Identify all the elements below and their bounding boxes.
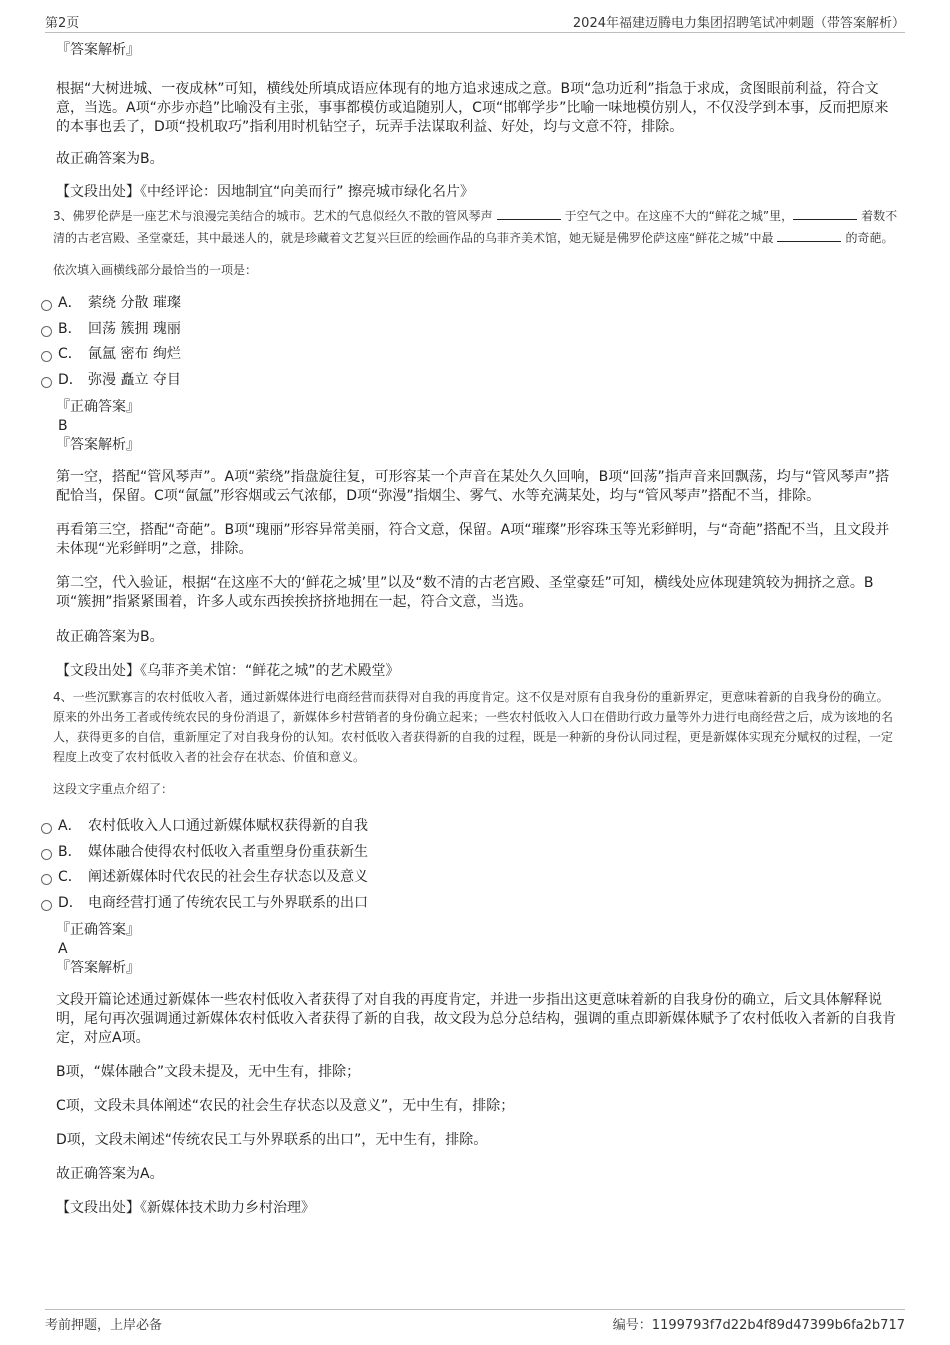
option-text: 媒体融合使得农村低收入者重塑身份重获新生 [88,843,368,860]
fill-blank-3 [777,228,841,242]
stem-text-4: 的奇葩。 [845,231,894,245]
analysis-paragraph: D项，文段未阐述“传统农民工与外界联系的出口”，无中生有，排除。 [56,1132,488,1148]
option-text: 回荡 簇拥 瑰丽 [88,320,181,337]
option-letter: A． [58,295,82,311]
source-citation: 【文段出处】《中经评论：因地制宜“向美而行” 擦亮城市绿化名片》 [56,184,474,200]
analysis-paragraph: 文段开篇论述通过新媒体一些农村低收入者获得了对自我的再度肯定，并进一步指出这更意味着新的自我身份的确立，后文具体解释说明，尾句再次强调通过新媒体农村低收入者获得了新的自我，故文段为总分总结构，强调的重点即新媒体赋予了农村低收入者新的自我肯定，对应A项。 [56,992,896,1046]
option-letter: C． [58,346,82,362]
option-letter: B． [58,320,82,337]
option-a[interactable] [0,814,900,840]
option-c[interactable] [0,342,900,368]
prev-question-analysis [56,40,900,202]
radio-icon[interactable] [41,849,52,860]
analysis-paragraph: 第一空，搭配“管风琴声”。A项“萦绕”指盘旋往复，可形容某一个声音在某处久久回响，B项“回荡”指声音来回飘荡，均与“管风琴声”搭配恰当，保留。C项“氤氲”形容烟或云气浓郁，D项“弥漫”指烟尘、雾气、水等充满某处，均与“管风琴声”搭配不当，排除。 [56,469,890,504]
correct-answer-label: 『正确答案』 [56,399,140,415]
page-number: 第2页 [45,16,80,31]
option-c[interactable] [0,865,900,891]
option-text: 农村低收入人口通过新媒体赋权获得新的自我 [88,818,368,834]
question-3 [53,205,900,681]
analysis-paragraph: C项，文段未具体阐述“农民的社会生存状态以及意义”，无中生有，排除； [56,1098,515,1114]
fill-blank-1 [497,206,561,220]
source-citation: 【文段出处】《乌菲齐美术馆：“鲜花之城”的艺术殿堂》 [56,663,400,679]
conclusion: 故正确答案为A。 [56,1166,164,1182]
document-content [53,40,900,1218]
option-text: 弥漫 矗立 夺目 [88,371,181,388]
option-a[interactable] [0,291,900,317]
serial-number: 1199793f7d22b4f89d47399b6fa2b717 [651,1318,905,1333]
radio-icon[interactable] [41,300,52,311]
analysis-paragraph: B项，“媒体融合”文段未提及，无中生有，排除； [56,1064,361,1080]
question-prompt: 这段文字重点介绍了： [53,782,174,796]
option-letter: B． [58,843,82,860]
correct-answer: A [58,941,68,957]
fill-blank-2 [793,206,857,220]
option-text: 电商经营打通了传统农民工与外界联系的出口 [88,894,368,911]
radio-icon[interactable] [41,351,52,362]
document-serial [613,1314,905,1333]
analysis-paragraph: 第二空，代入验证，根据“在这座不大的‘鲜花之城’里”以及“数不清的古老宫殿、圣堂豪廷”可知，横线处应体现建筑较为拥挤之意。B项“簇拥”指紧紧围着，许多人或东西挨挨挤挤地拥在一起，符合文意，当选。 [56,575,874,610]
radio-icon[interactable] [41,874,52,885]
stem-text-2: 于空气之中。在这座不大的“鲜花之城”里， [564,209,794,223]
option-letter: C． [58,869,82,885]
question-4 [53,687,900,1218]
options-list [0,291,900,393]
page-footer [45,1309,905,1334]
radio-icon[interactable] [41,377,52,388]
option-letter: D． [58,894,83,911]
option-d[interactable] [0,368,900,394]
option-b[interactable] [0,317,900,343]
option-text: 阐述新媒体时代农民的社会生存状态以及意义 [88,869,368,885]
conclusion: 故正确答案为B。 [56,151,164,167]
analysis-paragraph: 根据“大树进城、一夜成林”可知，横线处所填成语应体现有的地方追求速成之意。B项“急功近利”指急于求成，贪图眼前利益，符合文意，当选。A项“亦步亦趋”比喻没有主张，事事都模仿或追随别人，C项“邯郸学步”比喻一味地模仿别人，不仅没学到本事，反而把原来的本事也丢了，D项“投机取巧”指利用时机钻空子，玩弄手法谋取利益、好处，均与文意不符，排除。 [56,81,889,135]
analysis-label: 『答案解析』 [56,960,140,976]
analysis-paragraph: 再看第三空，搭配“奇葩”。B项“瑰丽”形容异常美丽，符合文意，保留。A项“璀璨”形容珠玉等光彩鲜明，与“奇葩”搭配不当，且文段并未体现“光彩鲜明”之意，排除。 [56,522,890,557]
option-letter: D． [58,371,83,388]
option-text: 氤氲 密布 绚烂 [88,346,181,362]
question-prompt: 依次填入画横线部分最恰当的一项是： [53,263,258,277]
stem-text-3: 着数不清的古老宫殿、圣堂豪廷，其中最迷人的，就是珍藏着文艺复兴巨匠的绘画作品的乌菲齐美术馆，她无疑是佛罗伦萨这座“鲜花之城”中最 [53,209,898,245]
question-stem: 4、一些沉默寡言的农村低收入者，通过新媒体进行电商经营而获得对自我的再度肯定。这不仅是对原有自我身份的重新界定，更意味着新的自我身份的确立。原来的外出务工者或传统农民的身份消退了，新媒体乡村营销者的身份确立起来；一些农村低收入人口在借助行政力量等外力进行电商经营之后，成为该地的名人，获得更多的自信，重新厘定了对自我身份的认知。农村低收入者获得新的自我的过程，既是一种新的身份认同过程，更是新媒体实现充分赋权的过程，一定程度上改变了农村低收入者的社会存在状态、价值和意义。 [53,690,894,764]
option-letter: A． [58,818,82,834]
source-citation: 【文段出处】《新媒体技术助力乡村治理》 [56,1200,315,1216]
option-b[interactable] [0,840,900,866]
radio-icon[interactable] [41,823,52,834]
stem-text-1: 3、佛罗伦萨是一座艺术与浪漫完美结合的城市。艺术的气息似经久不散的管风琴声 [53,209,493,223]
footer-slogan: 考前押题，上岸必备 [45,1318,163,1333]
option-text: 萦绕 分散 璀璨 [88,295,181,311]
question-stem [53,205,900,249]
option-d[interactable] [0,891,900,917]
serial-label: 编号： [612,1318,652,1333]
options-list [0,814,900,916]
document-title: 2024年福建迈腾电力集团招聘笔试冲刺题（带答案解析） [572,16,905,31]
page-header [45,10,905,33]
radio-icon[interactable] [41,326,52,337]
correct-answer-label: 『正确答案』 [56,922,140,938]
analysis-label: 『答案解析』 [56,437,140,453]
correct-answer: B [58,418,68,434]
analysis-label: 『答案解析』 [56,42,140,58]
radio-icon[interactable] [41,900,52,911]
conclusion: 故正确答案为B。 [56,629,164,645]
